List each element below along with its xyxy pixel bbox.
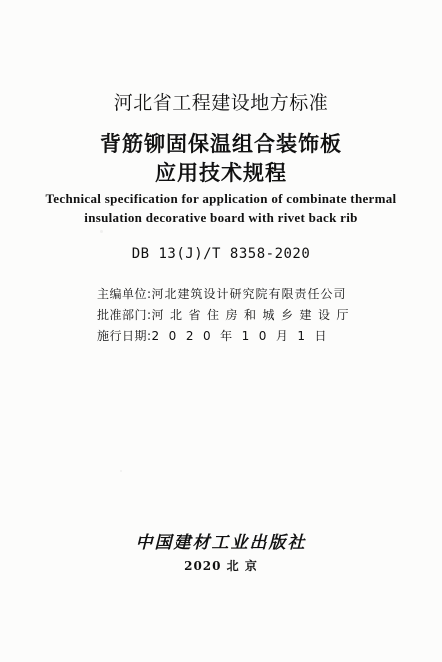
title-english-line1: Technical specification for application of combinate thermal	[45, 191, 397, 206]
paper-speck	[100, 230, 103, 233]
publication-year-place: 2020 北 京	[184, 559, 258, 573]
standard-number: DB 13(J)/T 8358-2020	[131, 246, 311, 262]
effective-date-row	[97, 327, 336, 344]
title-chinese-line2: 应用技术规程	[155, 160, 287, 185]
approval-department-row	[97, 306, 355, 323]
approval-department-value: 河北省住房和城乡建设厅	[151, 308, 356, 322]
effective-date-value: 2020年10月1日	[151, 329, 336, 343]
approval-department-label: 批准部门:	[97, 308, 152, 322]
editor-unit-label: 主编单位:	[97, 287, 152, 301]
standard-series: 河北省工程建设地方标准	[113, 92, 329, 114]
publisher-name: 中国建材工业出版社	[135, 533, 307, 553]
title-english-line2: insulation decorative board with rivet back rib	[84, 210, 358, 225]
effective-date-label: 施行日期:	[97, 329, 152, 343]
title-chinese-line1: 背筋铆固保温组合装饰板	[100, 131, 342, 156]
editor-unit-row	[97, 285, 347, 302]
paper-speck	[120, 470, 122, 472]
editor-unit-value: 河北建筑设计研究院有限责任公司	[151, 287, 347, 301]
